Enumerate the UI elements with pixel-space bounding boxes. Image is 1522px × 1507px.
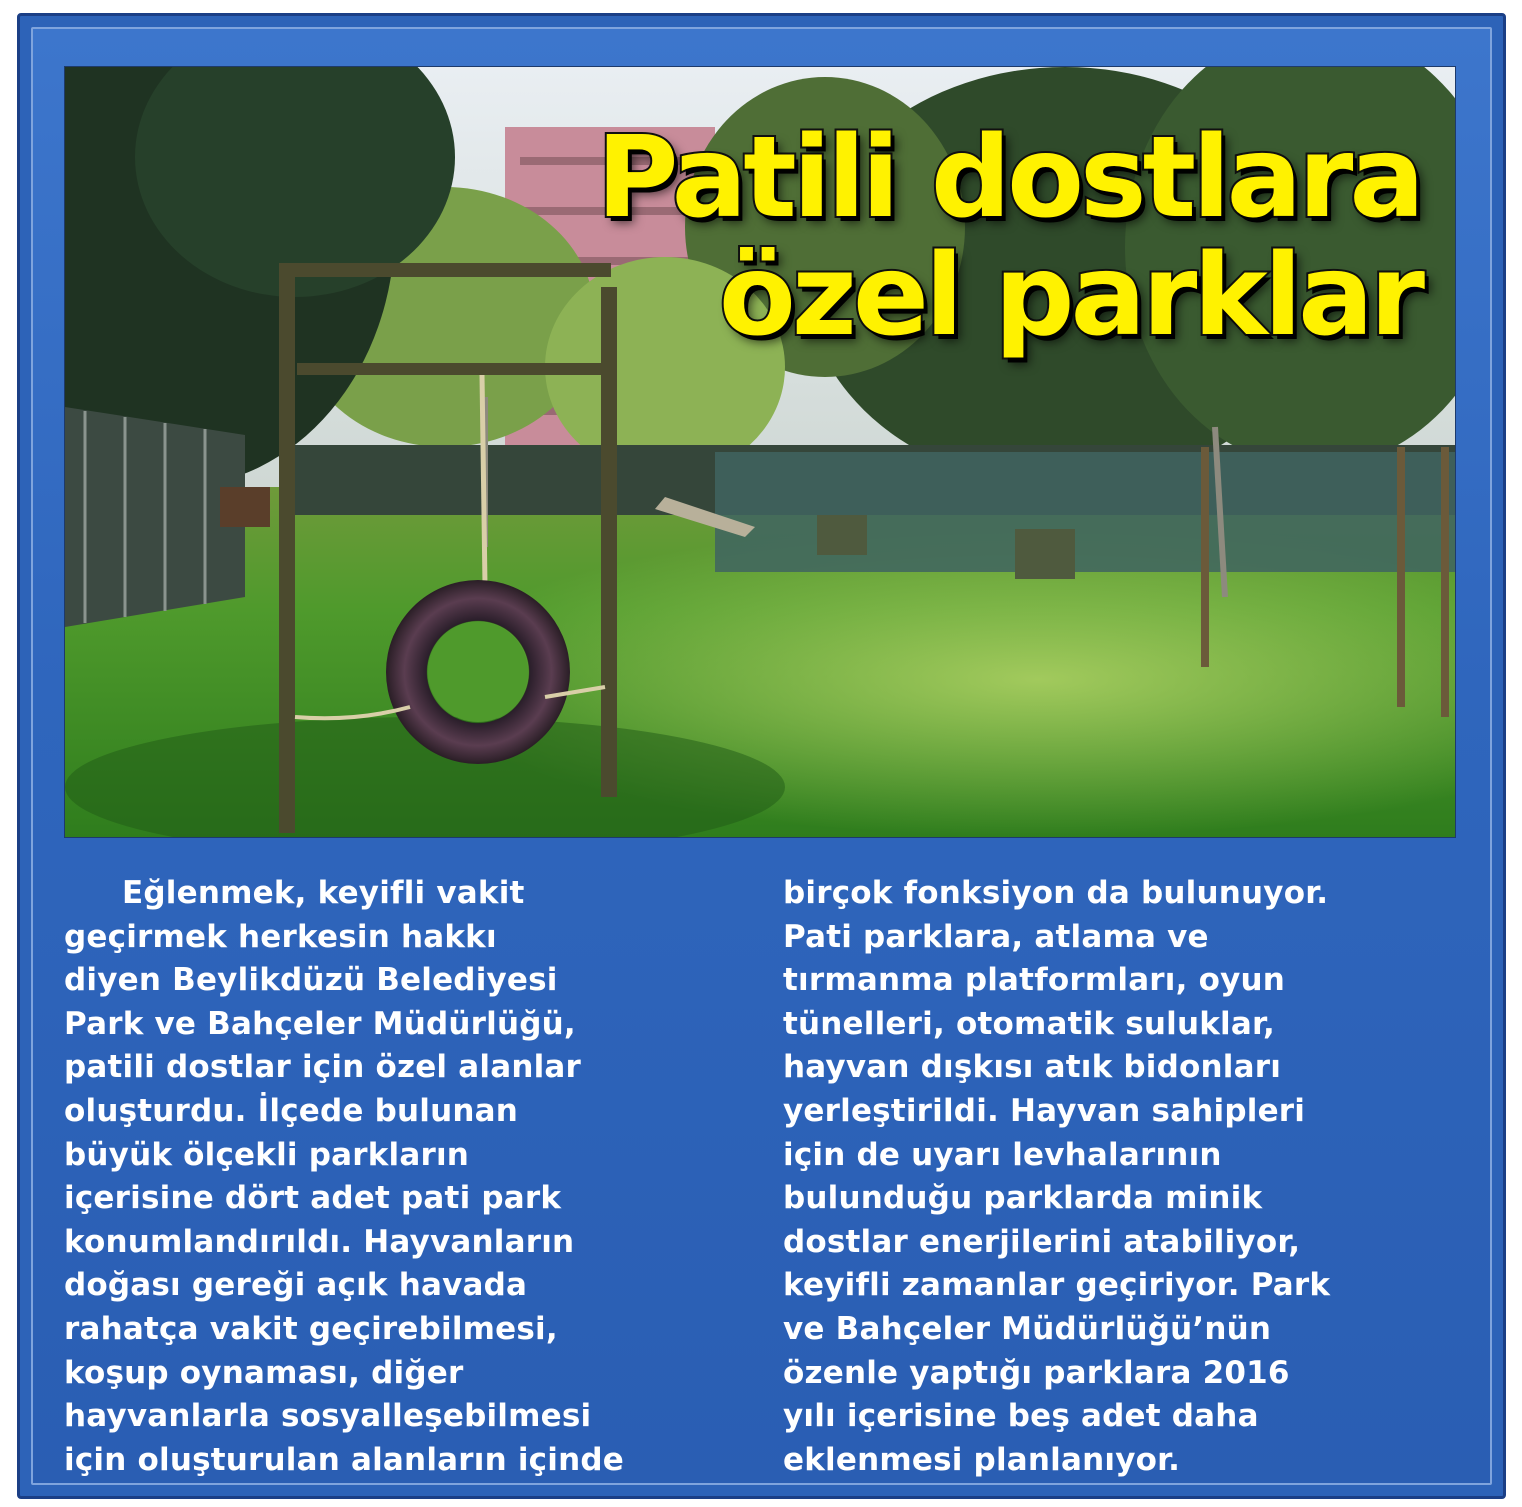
- text-line: içerisine dört adet pati park: [64, 1180, 562, 1217]
- text-line: geçirmek herkesin hakkı: [64, 918, 497, 955]
- text-line: keyifli zamanlar geçiriyor. Park: [783, 1267, 1331, 1304]
- text-line: konumlandırıldı. Hayvanların: [64, 1223, 575, 1260]
- park-photo: [64, 66, 1456, 838]
- text-line: Pati parklara, atlama ve: [783, 918, 1209, 955]
- article-body-left-column: [64, 872, 624, 1482]
- text-line: eklenmesi planlanıyor.: [783, 1441, 1181, 1478]
- text-line: için de uyarı levhalarının: [783, 1136, 1222, 1173]
- text-line: oluşturdu. İlçede bulunan: [64, 1092, 519, 1129]
- text-line: Eğlenmek, keyifli vakit: [122, 875, 525, 911]
- text-line: yerleştirildi. Hayvan sahipleri: [783, 1092, 1306, 1129]
- text-line: patili dostlar için özel alanlar: [64, 1049, 582, 1086]
- text-line: dostlar enerjilerini atabiliyor,: [783, 1223, 1301, 1260]
- article-body-right-column: [783, 872, 1330, 1482]
- text-line: büyük ölçekli parkların: [64, 1136, 470, 1173]
- text-line: tünelleri, otomatik suluklar,: [783, 1005, 1275, 1042]
- text-line: özenle yaptığı parklara 2016: [783, 1354, 1290, 1391]
- text-line: ve Bahçeler Müdürlüğü’nün: [783, 1310, 1272, 1347]
- text-line: Park ve Bahçeler Müdürlüğü,: [64, 1005, 576, 1042]
- headline-line-2: özel parklar: [718, 231, 1421, 361]
- text-line: tırmanma platformları, oyun: [783, 962, 1286, 999]
- text-line: koşup oynaması, diğer: [64, 1354, 464, 1391]
- text-line: doğası gereği açık havada: [64, 1267, 528, 1304]
- headline: [596, 113, 1421, 361]
- text-line: yılı içerisine beş adet daha: [783, 1398, 1259, 1435]
- text-line: rahatça vakit geçirebilmesi,: [64, 1310, 558, 1347]
- text-line: için oluşturulan alanların içinde: [64, 1441, 624, 1478]
- text-line: birçok fonksiyon da bulunuyor.: [783, 875, 1329, 911]
- text-line: hayvan dışkısı atık bidonları: [783, 1049, 1282, 1086]
- text-line: bulunduğu parklarda minik: [783, 1180, 1263, 1217]
- text-line: hayvanlarla sosyalleşebilmesi: [64, 1398, 592, 1435]
- headline-line-1: Patili dostlara: [596, 113, 1421, 243]
- text-line: diyen Beylikdüzü Belediyesi: [64, 962, 558, 999]
